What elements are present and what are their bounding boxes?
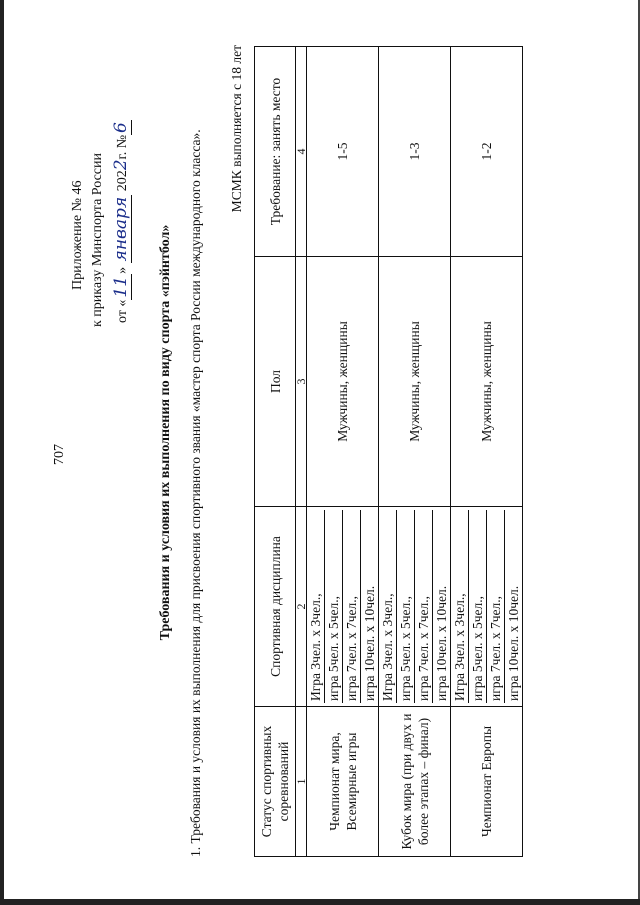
header-status: Статус спортивных соревнований xyxy=(255,707,296,857)
row-disciplines xyxy=(379,507,451,707)
page-number: 707 xyxy=(52,444,67,465)
table-header-row xyxy=(255,47,296,857)
discipline-item: Игра 3чел. х 3чел., xyxy=(307,510,325,703)
discipline-item: игра 10чел. х 10чел. xyxy=(362,585,377,701)
row-status: Чемпионат мира, Всемирные игры xyxy=(307,707,379,857)
col-number: 4 xyxy=(296,47,307,257)
appendix-label: Приложение № 46 xyxy=(70,180,85,290)
header-place: Требование: занять место xyxy=(255,47,296,257)
year-prefix: 202 xyxy=(115,170,130,192)
discipline-item: игра 7чел. х 7чел., xyxy=(487,510,505,703)
requirements-table xyxy=(254,46,523,857)
handwritten-month: января xyxy=(111,196,131,262)
age-note: МСМК выполняется с 18 лет xyxy=(229,45,244,213)
discipline-item: игра 5чел. х 5чел., xyxy=(325,510,343,703)
row-gender: Мужчины, женщины xyxy=(307,257,379,507)
row-place: 1-2 xyxy=(451,47,523,257)
discipline-item: Игра 3чел. х 3чел., xyxy=(451,510,469,703)
row-disciplines xyxy=(451,507,523,707)
discipline-item: игра 5чел. х 5чел., xyxy=(397,510,415,703)
document-title: Требования и условия их выполнения по виду спорта «пэйнтбол» xyxy=(158,224,173,641)
discipline-item: игра 7чел. х 7чел., xyxy=(415,510,433,703)
date-mid: » xyxy=(115,266,130,274)
handwritten-day: 11 xyxy=(111,275,131,298)
row-status: Кубок мира (при двух и более этапах – финал) xyxy=(379,707,451,857)
discipline-item: игра 10чел. х 10чел. xyxy=(506,585,521,701)
row-disciplines xyxy=(307,507,379,707)
date-prefix: от « xyxy=(115,299,130,323)
table-row xyxy=(379,47,451,857)
table-number-row xyxy=(296,47,307,857)
order-label: к приказу Минспорта России xyxy=(90,153,105,327)
intro-paragraph: 1. Требования и условия их выполнения для присвоения спортивного звания «мастер спорта России международного класса». xyxy=(188,129,203,857)
header-gender: Пол xyxy=(255,257,296,507)
row-gender: Мужчины, женщины xyxy=(451,257,523,507)
col-number: 1 xyxy=(296,707,307,857)
discipline-item: игра 7чел. х 7чел., xyxy=(343,510,361,703)
col-number: 2 xyxy=(296,507,307,707)
row-gender: Мужчины, женщины xyxy=(379,257,451,507)
discipline-item: игра 10чел. х 10чел. xyxy=(434,585,449,701)
row-status: Чемпионат Европы xyxy=(451,707,523,857)
header-discipline: Спортивная дисциплина xyxy=(255,507,296,707)
table-row xyxy=(451,47,523,857)
row-place: 1-3 xyxy=(379,47,451,257)
discipline-item: Игра 3чел. х 3чел., xyxy=(379,510,397,703)
order-date-line xyxy=(111,120,132,323)
year-tail: г. № xyxy=(115,134,130,160)
discipline-item: игра 5чел. х 5чел., xyxy=(469,510,487,703)
col-number: 3 xyxy=(296,257,307,507)
row-place: 1-5 xyxy=(307,47,379,257)
handwritten-order-number: 6 xyxy=(111,122,131,133)
handwritten-year-digit: 2 xyxy=(111,159,131,171)
table-row xyxy=(307,47,379,857)
